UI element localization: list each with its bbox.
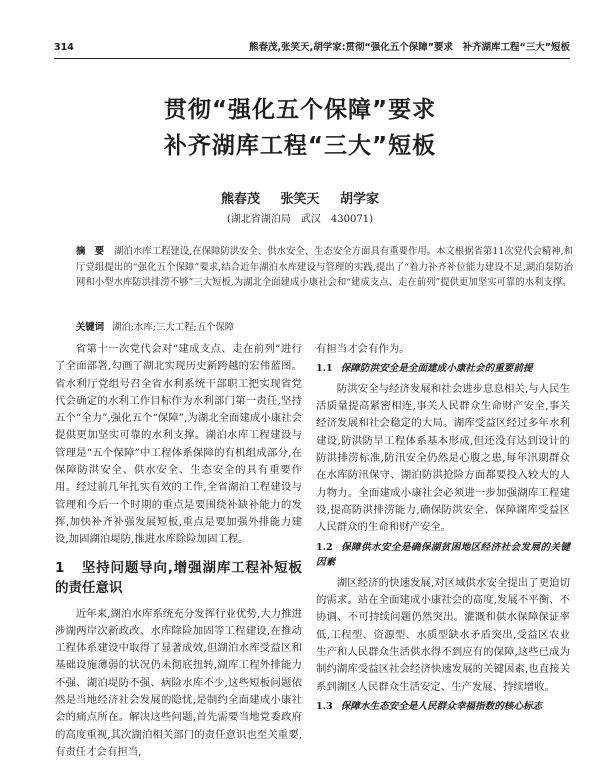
- keywords: [76, 320, 573, 335]
- section-1-2-title: 保障供水安全是确保湖贫困地区经济社会发展的关键因素: [316, 541, 570, 569]
- page-number: 314: [54, 42, 74, 53]
- header-rule: [54, 58, 570, 59]
- section-1-1-number: 1.1: [316, 363, 333, 375]
- intro-paragraph: 省第十一次党代会对“建成支点、走在前列”进行了全面部署,勾画了湖北实现历史新跨越的宏伟蓝图。省水利厅党组号召全省水利系统干部职工把实现省党代会确定的水利工作目标作为水利部门第一责任,坚持五个“全力”,强化五个“保障”,为湖北全面建成小康社会提供更加坚实可靠的水利支撑。湖泊水库工程建设与管理是“五个保障”中工程体系保障的有机组成部分,在保障防洪安全、供水安全、生态安全的具有重要作用。经过前几年扎实有效的工作,全省湖泊工程建设与管理和今后一个时期的重点是要围绕补缺补能力的发挥,加快补齐补强发展短板,重点是要加强外排能力建设,加固湖泊堤防,推进水库除险加固工程。: [55, 343, 302, 546]
- section-1-3-title: 保障水生态安全是人民群众幸福指数的核心标志: [340, 700, 543, 712]
- right-column: [316, 341, 570, 718]
- section-1-3-number: 1.3: [316, 700, 333, 712]
- section-1-3-heading: [316, 699, 570, 715]
- section-1-paragraph: 近年来,湖泊水库系统充分发挥行业优势,大力推进涉湖两岸次新政改、水库除险加固等工程建设,在推动工程体系建设中取得了显著成效,但湖泊水库受益区和基础设施薄弱的状况仍未彻底扭转,湖库工程外排能力不强、湖泊堤防不强、病险水库不少,这些短板问题依然是当地经济社会发展的隐忧,是制约全面建成小康社会的痛点所在。解决这些问题,首先需要当地党委政府的高度重视,其次湖泊相关部门的责任意识也至关重要,有责任才会有担当,: [55, 607, 302, 758]
- keywords-text: 湖泊;水库;三大工程;五个保障: [112, 322, 235, 333]
- running-header: [54, 40, 570, 56]
- section-1-1-heading: [316, 361, 570, 377]
- running-title: 熊春茂,张笑天,胡学家:贯彻“强化五个保障”要求 补齐湖库工程“三大”短板: [249, 42, 570, 53]
- section-1-2-paragraph: 湖区经济的快速发展,对区域供水安全提出了更迫切的需求。站在全面建成小康社会的高度,发展不平衡、不协调、不可持续问题仍然突出。灌溉和供水保障保证率低,工程型、资源型、水质型缺水矛盾突出,受益区农业生产和人民群众生活供水得不到应有的保障,这些已成为制约湖库受益区社会经济快速发展的关键因素,也直接关系到湖区人民群众生活安定、生产发展、持续增收。: [316, 576, 570, 693]
- continued-paragraph: 有担当才会有作为。: [316, 343, 410, 355]
- keywords-label: 关键词: [76, 322, 105, 333]
- section-1-2-number: 1.2: [316, 541, 333, 553]
- section-1-heading: [55, 558, 302, 598]
- abstract: [76, 244, 573, 291]
- section-1-number: 1: [55, 559, 65, 576]
- abstract-label: 摘 要: [76, 246, 105, 257]
- authors: 熊春茂 张笑天 胡学家: [220, 192, 380, 207]
- abstract-text: 湖泊水库工程建设,在保障防洪安全、供水安全、生态安全方面具有重要作用。本文根据省第11次党代会精神,和厅党组提出的“强化五个保障”要求,结合近年湖泊水库建设与管理的实践,提出了“着力补齐补位能力建设不足,湖泊泵防治网和小型水库防洪排涝不够”三大短板,为湖北全面建成小康社会和“建成支点、走在前列”提供更加坚实可靠的水利支撑。: [76, 246, 573, 289]
- affiliation: (湖北省湖泊局 武汉 430071): [227, 214, 373, 225]
- left-column: [55, 341, 302, 761]
- article-title-line-2: 补齐湖库工程“三大”短板: [163, 133, 437, 159]
- section-1-title: 坚持问题导向,增强湖库工程补短板的责任意识: [55, 559, 302, 596]
- section-1-2-heading: [316, 540, 570, 571]
- section-1-1-paragraph: 防洪安全与经济发展和社会进步息息相关,与人民生活质量提高紧密相连,事关人民群众生命财产安全,事关经济发展和社会稳定的大局。湖库受益区经过多年水利建设,防洪防旱工程体系基本形成,但还没有达到设计的防洪排涝标准,防汛安全仍然是心腹之患,每年汛期群众在水库防汛保守、湖泊防洪抢险方面都要投入较大的人力物力。全面建成小康社会必须进一步加强湖库工程建设,提高防洪排涝能力,确保防洪安全、保障湖库受益区人民群众的生命和财产安全。: [316, 382, 570, 534]
- article-title-line-1: 贯彻“强化五个保障”要求: [163, 97, 437, 123]
- section-1-1-title: 保障防洪安全是全面建成小康社会的重要前提: [340, 363, 533, 375]
